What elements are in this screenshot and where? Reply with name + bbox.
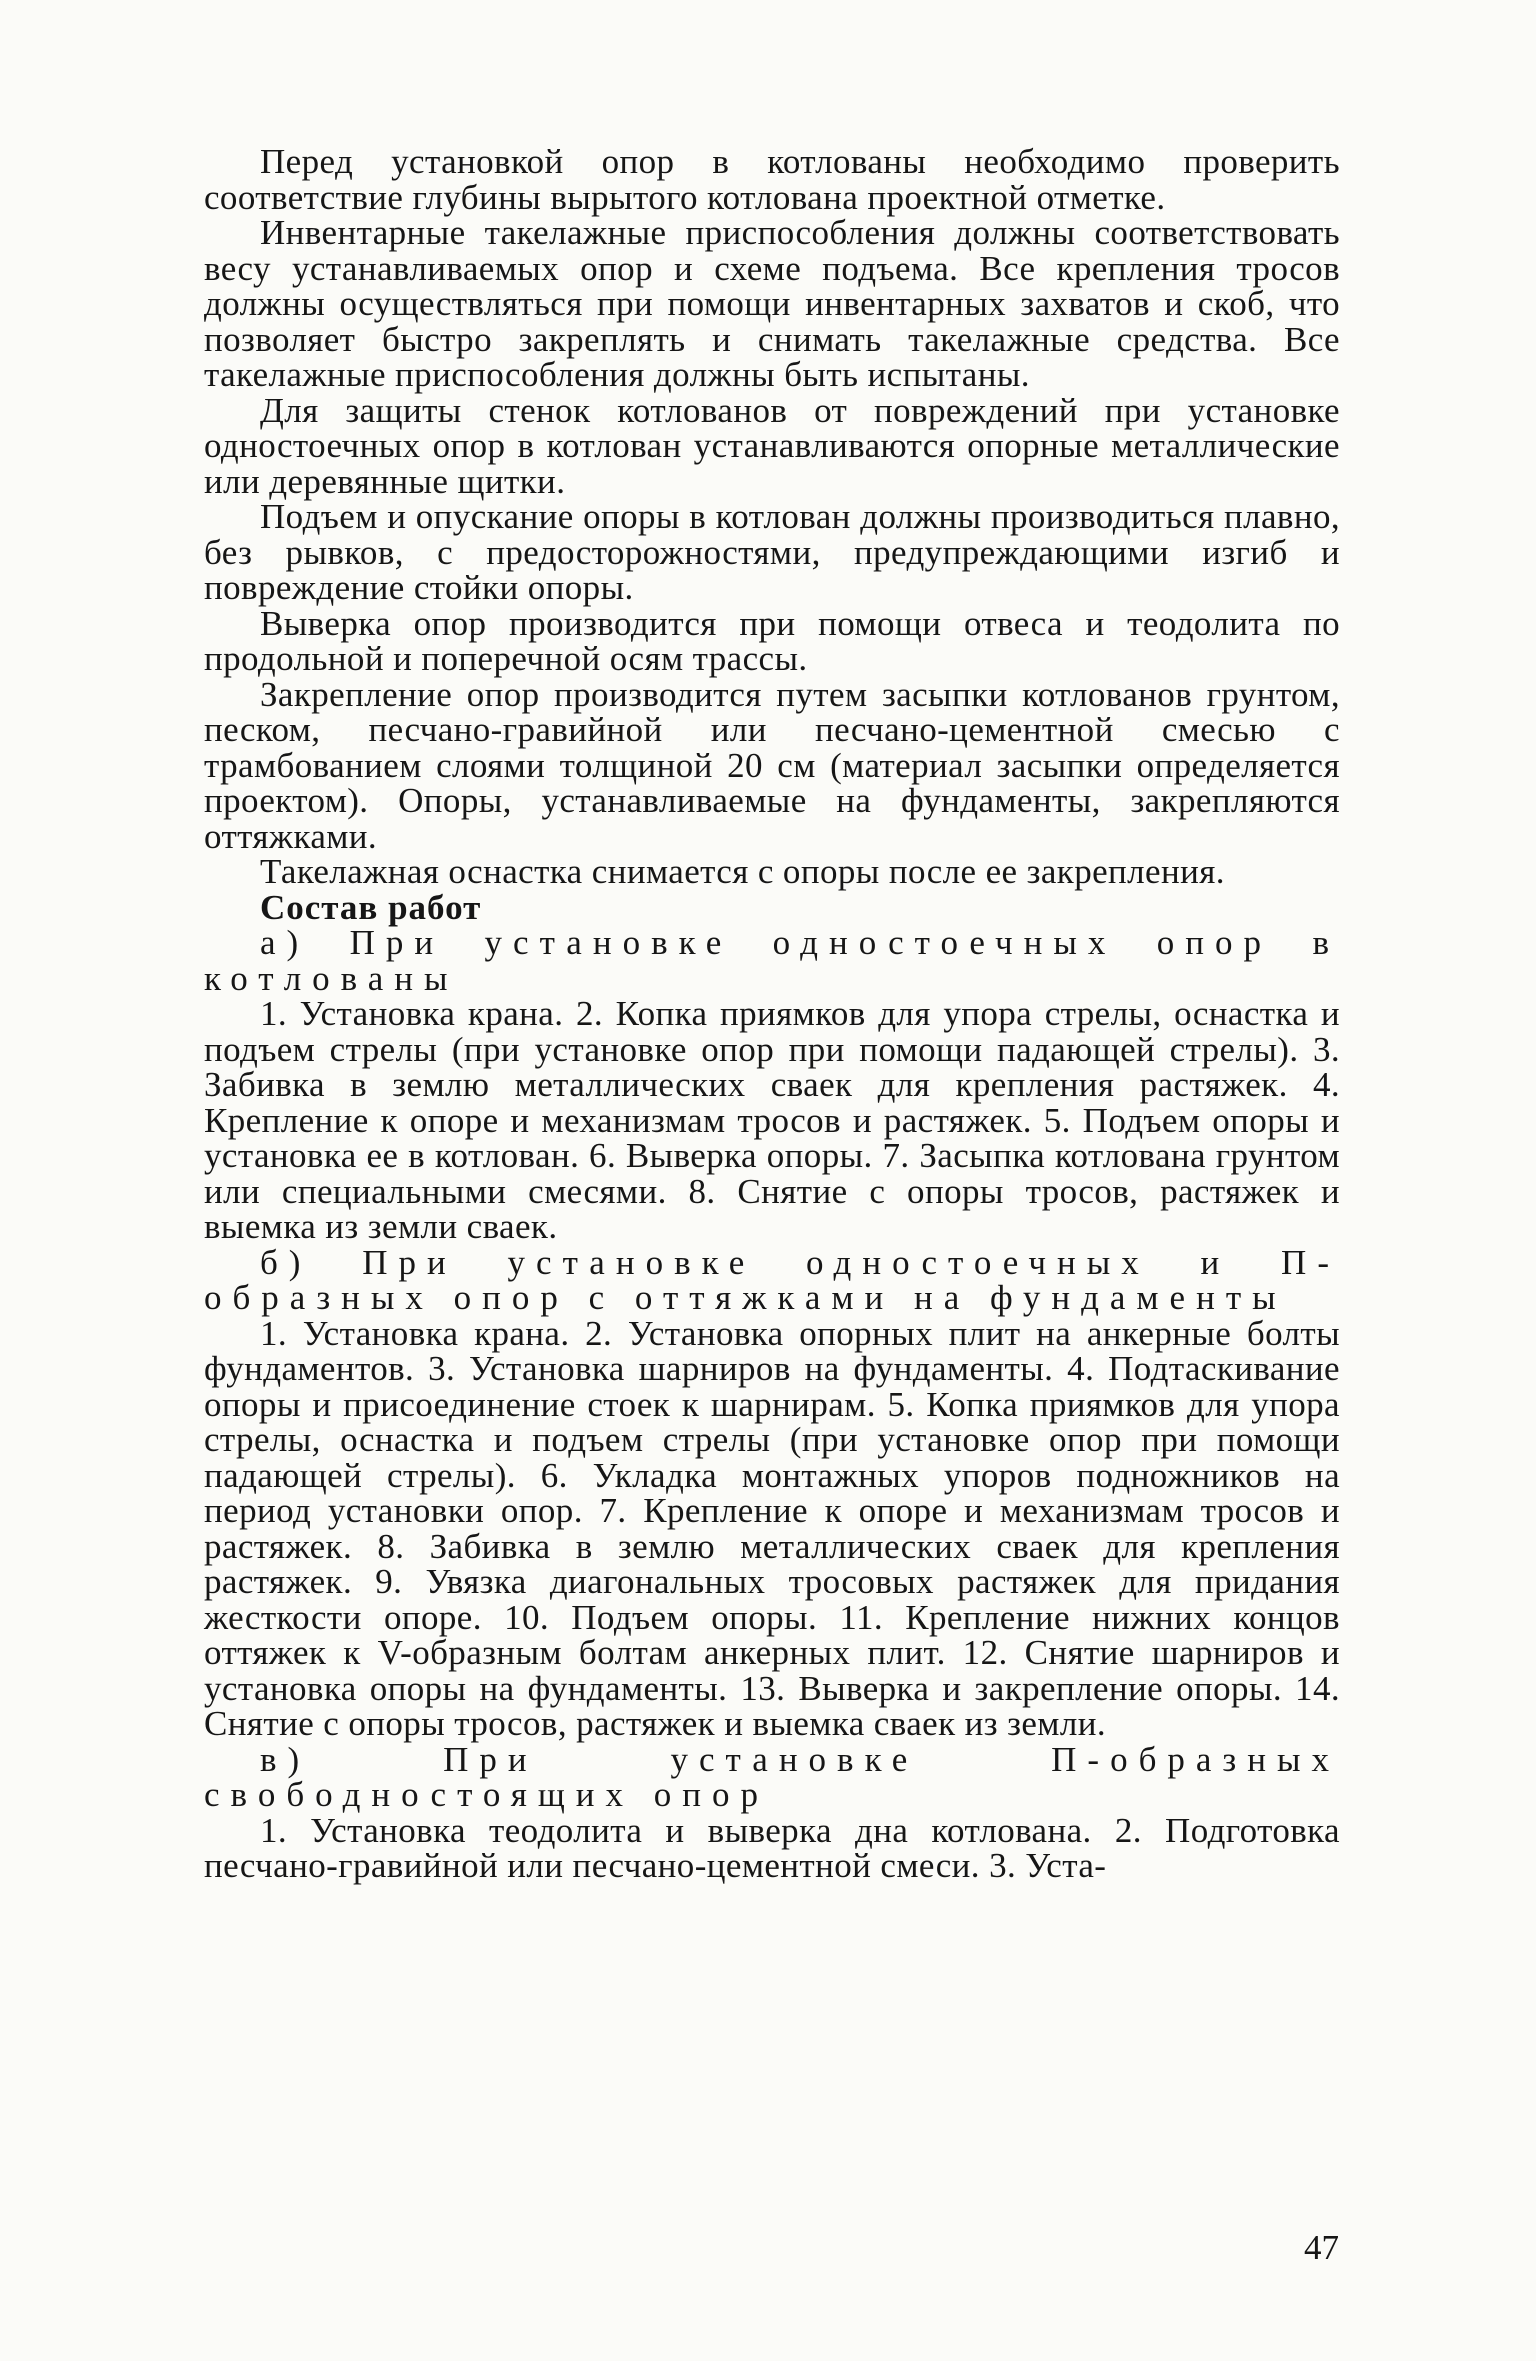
paragraph: Перед установкой опор в котлованы необходимо проверить соответствие глубины вырытого котлована проектной отметке. — [204, 142, 1340, 217]
paragraph: Такелажная оснастка снимается с опоры после ее закрепления. — [260, 852, 1225, 891]
body-text — [204, 144, 1340, 1884]
paragraph: Закрепление опор производится путем засыпки котлованов грунтом, песком, песчано-гравийной или песчано-цементной смесью с трамбованием слоями толщиной 20 см (материал засыпки определяется проектом). Опоры, устанавливаемые на фундаменты, закрепляются оттяжками. — [204, 674, 1340, 856]
subsection-c-text: 1. Установка теодолита и выверка дна котлована. 2. Подготовка песчано-гравийной или песчано-цементной смеси. 3. Уста- — [204, 1810, 1340, 1885]
subsection-b-heading: б) При установке одностоечных и П-образных опор с оттяжками на фундаменты — [204, 1242, 1340, 1317]
subsection-a-heading: а) При установке одностоечных опор в котлованы — [204, 923, 1340, 998]
paragraph: Выверка опор производится при помощи отвеса и теодолита по продольной и поперечной осям трассы. — [204, 603, 1340, 678]
section-title: Состав работ — [260, 887, 482, 927]
subsection-a-text: 1. Установка крана. 2. Копка приямков для упора стрелы, оснастка и подъем стрелы (при установке опор при помощи падающей стрелы). 3. Забивка в землю металлических сваек для крепления растяжек. 4. Крепление к опоре и механизмам тросов и растяжек. 5. Подъем опоры и установка ее в котлован. 6. Выверка опоры. 7. Засыпка котлована грунтом или специальными смесями. 8. Снятие с опоры тросов, растяжек и выемка из земли сваек. — [204, 994, 1340, 1246]
subsection-c-heading: в) При установке П-образных свободностоящих опор — [204, 1739, 1340, 1814]
subsection-b-text: 1. Установка крана. 2. Установка опорных плит на анкерные болты фундаментов. 3. Установка шарниров на фундаменты. 4. Подтаскивание опоры и присоединение стоек к шарнирам. 5. Копка приямков для упора стрелы, оснастка и подъем стрелы (при установке опор при помощи падающей стрелы). 6. Укладка монтажных упоров подножников на период установки опор. 7. Крепление к опоре и механизмам тросов и растяжек. 8. Забивка в землю металлических сваек для крепления растяжек. 9. Увязка диагональных тросовых растяжек для придания жесткости опоре. 10. Подъем опоры. 11. Крепление нижних концов оттяжек к V-образным болтам анкерных плит. 12. Снятие шарниров и установка опоры на фундаменты. 13. Выверка и закрепление опоры. 14. Снятие с опоры тросов, растяжек и выемка сваек из земли. — [204, 1313, 1340, 1743]
paragraph: Подъем и опускание опоры в котлован должны производиться плавно, без рывков, с предосторожностями, предупреждающими изгиб и повреждение стойки опоры. — [204, 497, 1340, 607]
page-number: 47 — [1304, 2228, 1339, 2267]
paragraph: Инвентарные такелажные приспособления должны соответствовать весу устанавливаемых опор и схеме подъема. Все крепления тросов должны осуществляться при помощи инвентарных захватов и скоб, что позволяет быстро закреплять и снимать такелажные средства. Все такелажные приспособления должны быть испытаны. — [204, 213, 1340, 394]
paragraph: Для защиты стенок котлованов от повреждений при установке одностоечных опор в котлован устанавливаются опорные металлические или деревянные щитки. — [204, 390, 1340, 501]
